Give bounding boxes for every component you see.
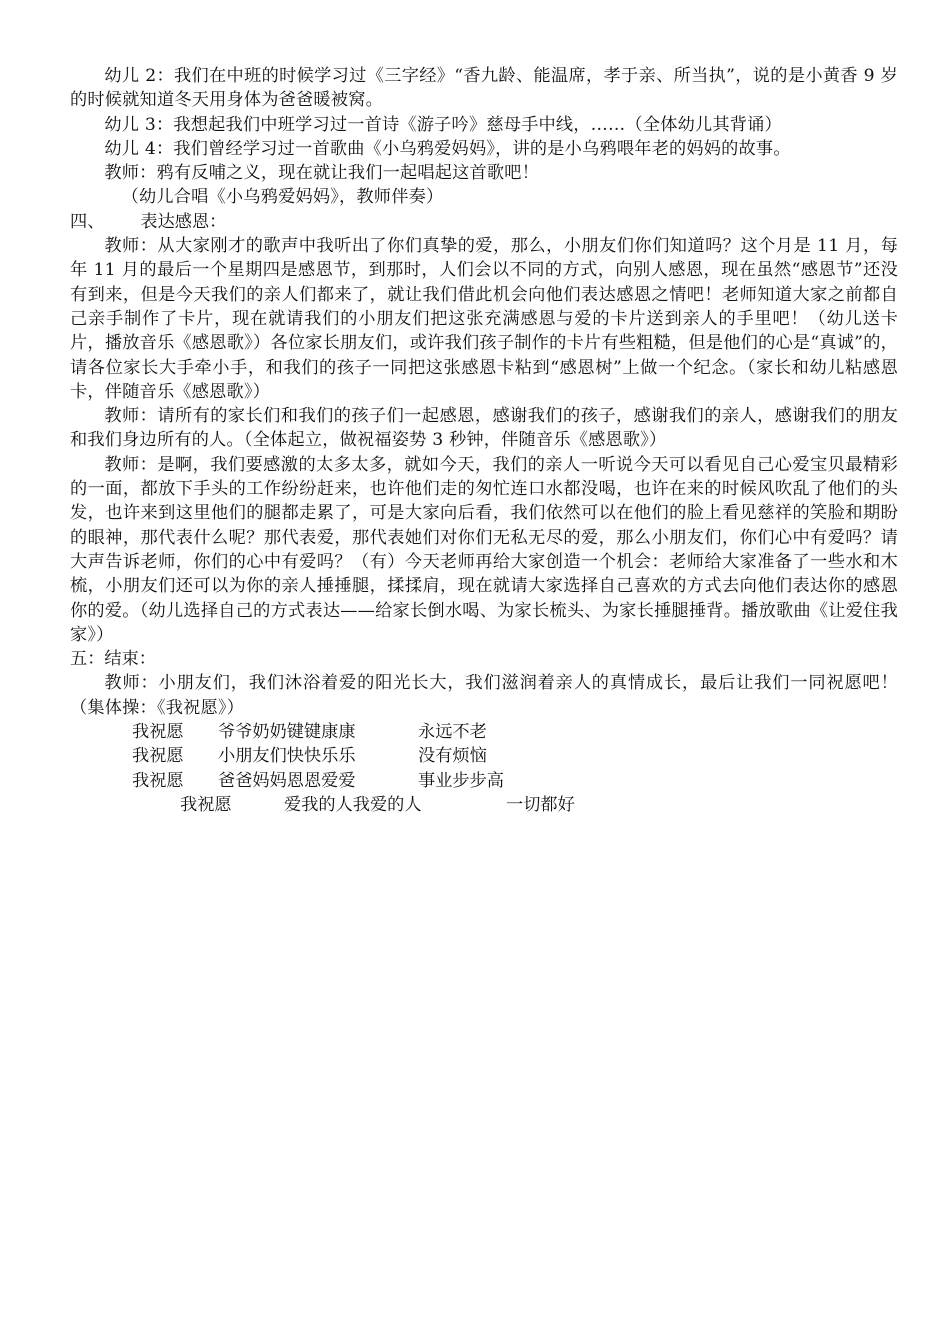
paragraph-stage-direction: （幼儿合唱《小乌鸦爱妈妈》，教师伴奏） bbox=[121, 187, 444, 208]
section-number-4: 四、 bbox=[70, 211, 105, 232]
paragraph-child-2: 幼儿 2：我们在中班的时候学习过《三字经》“香九龄、能温席，孝于亲、所当执”，说的是小黄香 9 岁的时候就知道冬天用身体为爸爸暖被窝。 bbox=[70, 66, 898, 111]
verse-lead: 我祝愿 bbox=[132, 770, 184, 791]
verse-wish: 爷爷奶奶键键康康 bbox=[218, 722, 356, 743]
verse-tail: 事业步步高 bbox=[418, 770, 504, 791]
verse-wish: 爱我的人我爱的人 bbox=[284, 794, 422, 815]
section-title-4: 表达感恩： bbox=[140, 211, 227, 232]
section-heading-5: 五：结束： bbox=[70, 649, 156, 670]
verse-tail: 一切都好 bbox=[506, 794, 575, 815]
verse-wish: 爸爸妈妈恩恩爱爱 bbox=[218, 770, 356, 791]
verse-line-2 bbox=[70, 744, 898, 768]
paragraph-child-4: 幼儿 4：我们曾经学习过一首歌曲《小乌鸦爱妈妈》，讲的是小乌鸦喂年老的妈妈的故事。 bbox=[104, 138, 791, 159]
paragraph-gratitude: 教师：请所有的家长们和我们的孩子们一起感恩，感谢我们的孩子，感谢我们的亲人，感谢我们的朋友和我们身边所有的人。（全体起立，做祝福姿势 3 秒钟，伴随音乐《感恩歌》） bbox=[70, 406, 898, 451]
verse-line-3 bbox=[70, 769, 898, 793]
verse-line-4 bbox=[70, 793, 898, 817]
verse-line-1 bbox=[70, 720, 898, 744]
paragraph-teacher-crow: 教师：鸦有反哺之义，现在就让我们一起唱起这首歌吧！ bbox=[104, 163, 540, 184]
paragraph-love: 教师：是啊，我们要感激的太多太多，就如今天，我们的亲人一听说今天可以看见自己心爱宝贝最精彩的一面，都放下手头的工作纷纷赶来，也许他们走的匆忙连口水都没喝，也许在来的时候风吹乱了他们的头发，也许来到这里他们的腿都走累了，可是大家向后看，我们依然可以在他们的脸上看见慈祥的笑脸和期盼的眼神，那代表什么呢？那代表爱，那代表她们对你们无私无尽的爱，那么小朋友们，你们心中有爱吗？请大声告诉老师，你们的心中有爱吗？（有）今天老师再给大家创造一个机会：老师给大家准备了一些水和木梳，小朋友们还可以为你的亲人捶捶腿，揉揉肩，现在就请大家选择自己喜欢的方式去向他们表达你的感恩你的爱。（幼儿选择自己的方式表达——给家长倒水喝、为家长梳头、为家长捶腿捶背。播放歌曲《让爱住我家》） bbox=[70, 454, 898, 645]
verse-tail: 永远不老 bbox=[418, 722, 487, 743]
paragraph-child-3: 幼儿 3：我想起我们中班学习过一首诗《游子吟》慈母手中线，……（全体幼儿其背诵） bbox=[104, 114, 782, 135]
verse-wish: 小朋友们快快乐乐 bbox=[218, 746, 356, 767]
verse-lead: 我祝愿 bbox=[132, 746, 184, 767]
verse-lead: 我祝愿 bbox=[180, 794, 232, 815]
paragraph-ending: 教师：小朋友们，我们沐浴着爱的阳光长大，我们滋润着亲人的真情成长，最后让我们一同祝愿吧！（集体操：《我祝愿》） bbox=[70, 673, 898, 718]
verse-tail: 没有烦恼 bbox=[418, 746, 487, 767]
section-heading-4 bbox=[70, 210, 898, 234]
verse-lead: 我祝愿 bbox=[132, 722, 184, 743]
paragraph-thanksgiving: 教师：从大家刚才的歌声中我听出了你们真挚的爱，那么，小朋友们你们知道吗？这个月是 11 月，每年 11 月的最后一个星期四是感恩节，到那时，人们会以不同的方式，向别人感恩，现在虽然“感恩节”还没有到来，但是今天我们的亲人们都来了，就让我们借此机会向他们表达感恩之情吧！老师知道大家之前都自己亲手制作了卡片，现在就请我们的小朋友们把这张充满感恩与爱的卡片送到亲人的手里吧！（幼儿送卡片，播放音乐《感恩歌》）各位家长朋友们，或许我们孩子制作的卡片有些粗糙，但是他们的心是“真诚”的，请各位家长大手牵小手，和我们的孩子一同把这张感恩卡粘到“感恩树”上做一个纪念。（家长和幼儿粘感恩卡，伴随音乐《感恩歌》） bbox=[70, 236, 898, 402]
